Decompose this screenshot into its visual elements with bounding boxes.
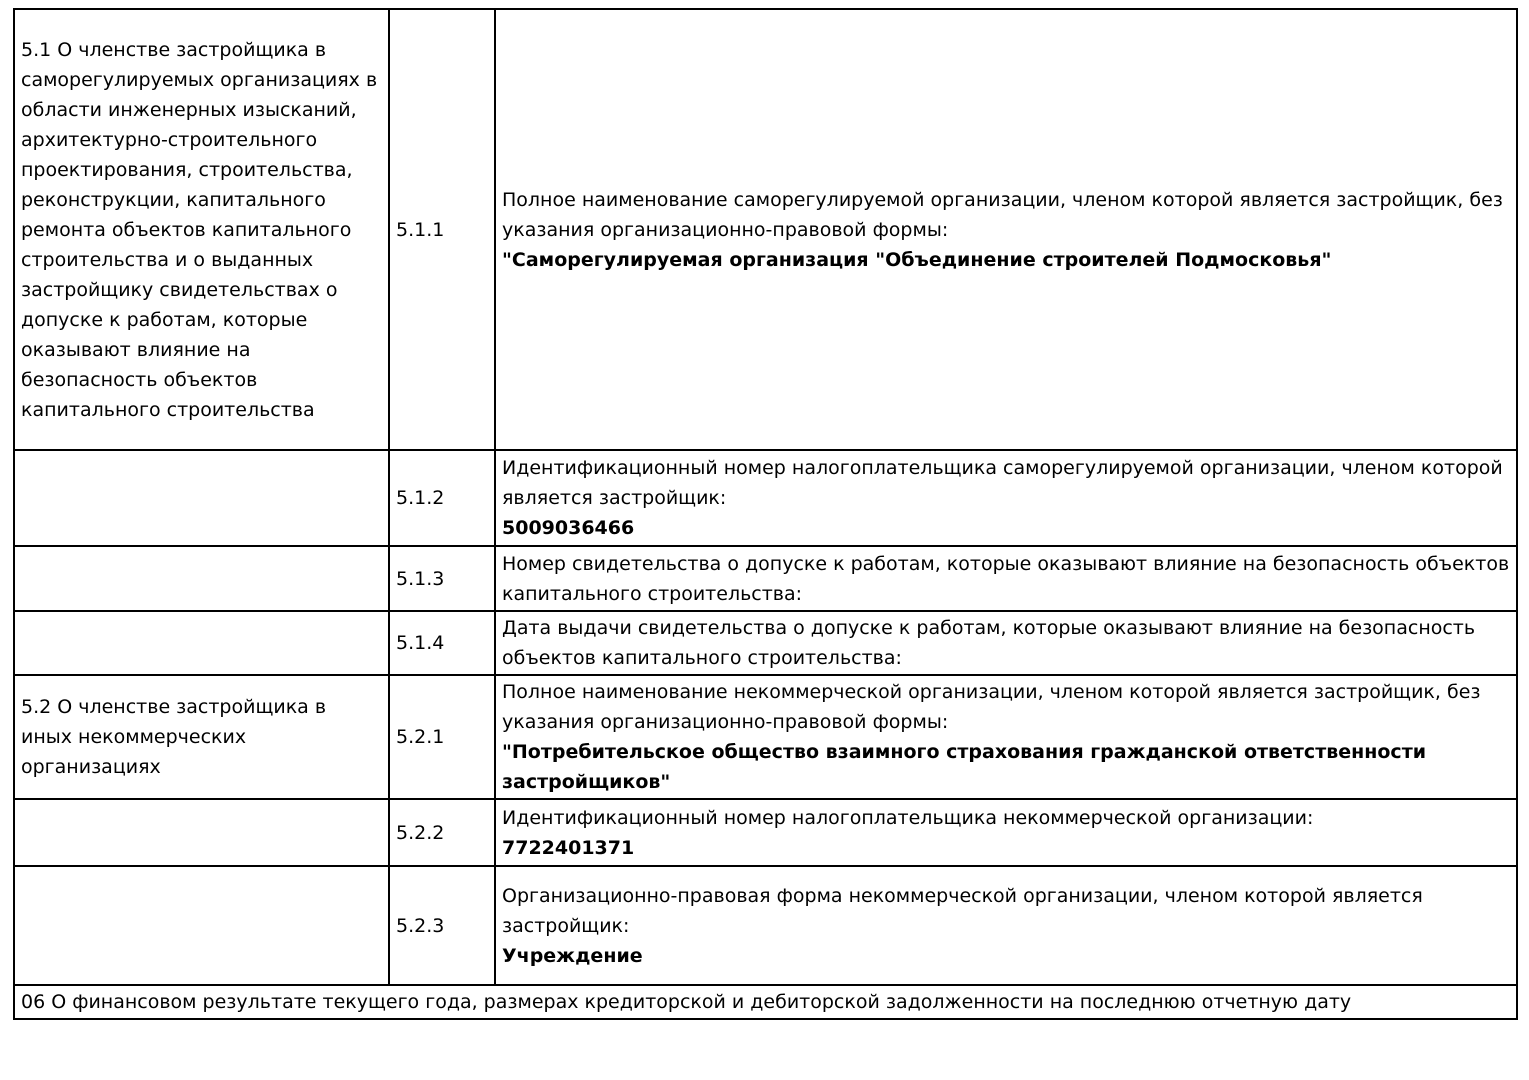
field-label: Полное наименование саморегулируемой организации, членом которой является застройщик, без указания организационно-правовой формы: (502, 188, 1503, 241)
table-row (14, 9, 1517, 450)
field-label: Номер свидетельства о допуске к работам, которые оказывают влияние на безопасность объектов капитального строительства: (502, 552, 1510, 605)
field-value: 7722401371 (502, 836, 635, 859)
section-cell (14, 546, 389, 611)
item-number: 5.1.3 (389, 546, 495, 611)
item-number: 5.1.2 (389, 450, 495, 546)
field-label: Организационно-правовая форма некоммерческой организации, членом которой является застройщик: (502, 884, 1423, 937)
field-value: "Потребительское общество взаимного страхования гражданской ответственности застройщиков" (502, 741, 1427, 793)
section-cell: 5.2 О членстве застройщика в иных некоммерческих организациях (14, 675, 389, 799)
table-row (14, 675, 1517, 799)
table-row (14, 866, 1517, 985)
section-header: 06 О финансовом результате текущего года, размерах кредиторской и дебиторской задолженности на последнюю отчетную дату (14, 985, 1517, 1019)
section-cell (14, 450, 389, 546)
section-cell (14, 611, 389, 675)
item-number: 5.1.1 (389, 9, 495, 450)
content-cell (495, 866, 1517, 985)
section-cell: 5.1 О членстве застройщика в саморегулируемых организациях в области инженерных изысканий, архитектурно-строительного проектирования, строительства, реконструкции, капитального ремонта объектов капитального строительства и о выданных застройщику свидетельствах о допуске к работам, которые оказывают влияние на безопасность объектов капитального строительства (14, 9, 389, 450)
table-row (14, 611, 1517, 675)
section-cell (14, 799, 389, 866)
section-cell (14, 866, 389, 985)
item-number: 5.2.3 (389, 866, 495, 985)
field-value: "Саморегулируемая организация "Объединение строителей Подмосковья" (502, 248, 1332, 271)
field-label: Дата выдачи свидетельства о допуске к работам, которые оказывают влияние на безопасность объектов капитального строительства: (502, 617, 1476, 669)
content-cell (495, 675, 1517, 799)
field-label: Идентификационный номер налогоплательщика некоммерческой организации: (502, 806, 1314, 829)
content-cell (495, 9, 1517, 450)
item-number: 5.1.4 (389, 611, 495, 675)
content-cell (495, 799, 1517, 866)
content-cell (495, 546, 1517, 611)
content-cell (495, 611, 1517, 675)
field-value: Учреждение (502, 944, 643, 967)
declaration-table (13, 8, 1518, 1020)
field-label: Полное наименование некоммерческой организации, членом которой является застройщик, без указания организационно-правовой формы: (502, 681, 1481, 733)
table-row (14, 546, 1517, 611)
item-number: 5.2.2 (389, 799, 495, 866)
table-row (14, 450, 1517, 546)
item-number: 5.2.1 (389, 675, 495, 799)
field-label: Идентификационный номер налогоплательщика саморегулируемой организации, членом которой является застройщик: (502, 457, 1503, 509)
field-value: 5009036466 (502, 517, 635, 539)
table-row (14, 799, 1517, 866)
footer-row (14, 985, 1517, 1019)
content-cell (495, 450, 1517, 546)
